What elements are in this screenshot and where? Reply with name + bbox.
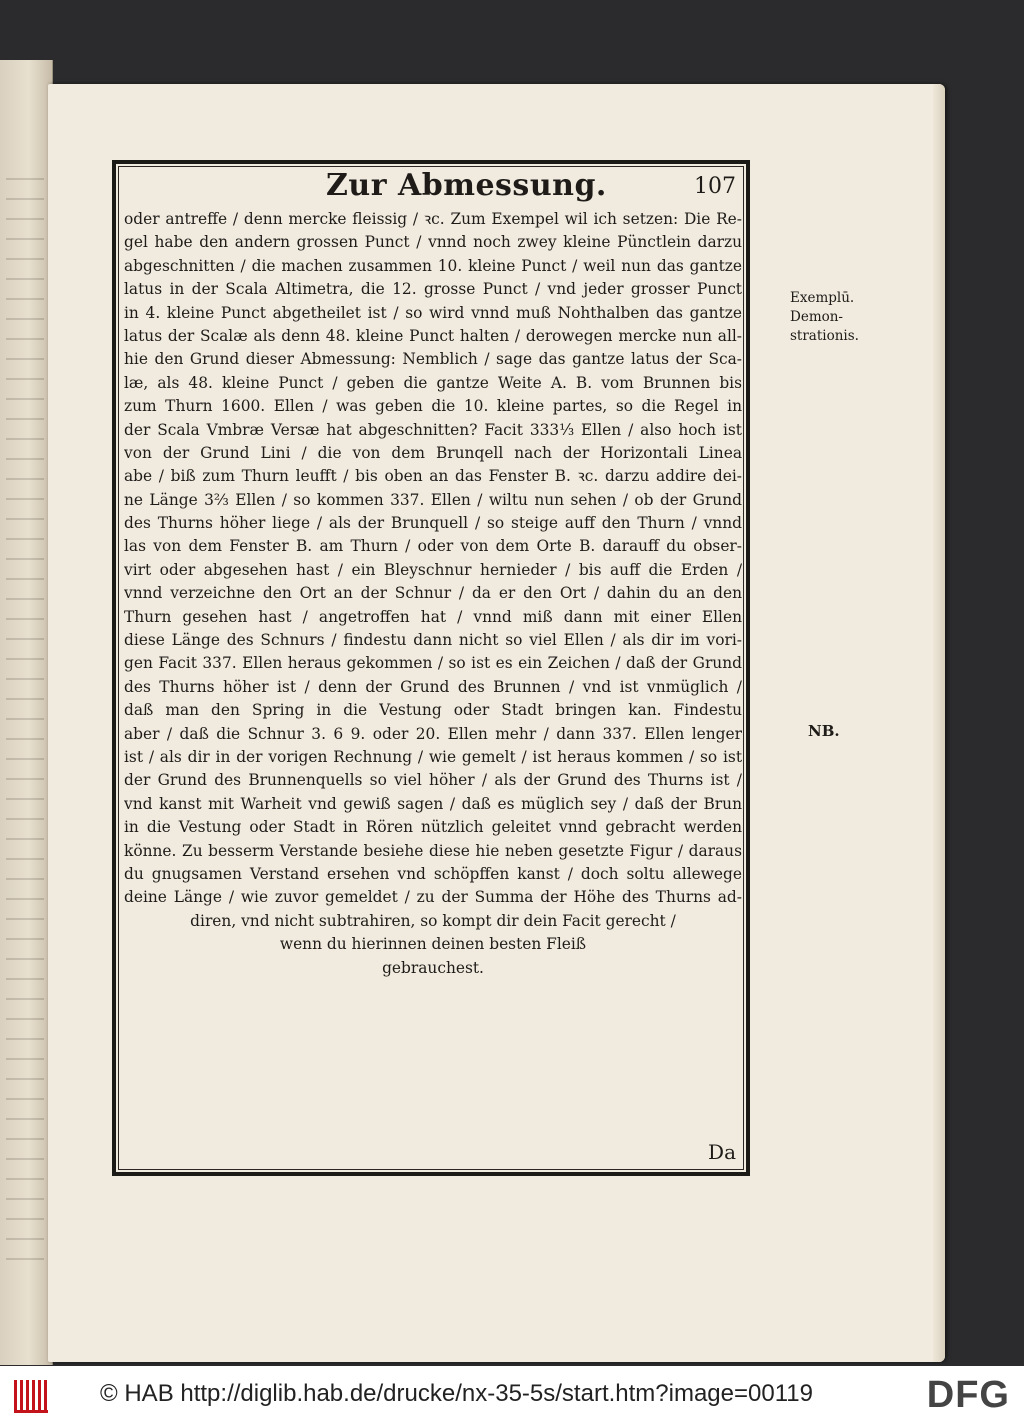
text-line: deine Länge / wie zuvor gemeldet / zu der Summa der Höhe des Thurns ad- bbox=[124, 888, 742, 907]
nota-bene-note: NB. bbox=[808, 722, 840, 740]
text-line: diese Länge des Schnurs / findestu dann nicht so viel Ellen / als dir im vori- bbox=[124, 631, 742, 650]
text-line: in 4. kleine Punct abgetheilet ist / so wird vnnd muß Nohthalben das gantze bbox=[124, 303, 742, 322]
text-line: von der Grund Lini / die von dem Brunqell nach der Horizontali Linea bbox=[124, 443, 742, 462]
body-text bbox=[124, 208, 742, 980]
closing-line: diren, vnd nicht subtrahiren, so kompt dir dein Facit gerecht / bbox=[190, 911, 676, 930]
text-line: der Grund des Brunnenquells so viel höher / als der Grund des Thurns ist / bbox=[124, 771, 742, 790]
text-line: hie den Grund dieser Abmessung: Nemblich / sage das gantze latus der Sca- bbox=[124, 350, 742, 369]
margin-note-line: strationis. bbox=[790, 328, 859, 344]
running-header bbox=[116, 164, 746, 208]
page-number: 107 bbox=[694, 174, 736, 199]
catchword: Da bbox=[708, 1140, 736, 1164]
text-line: abe / biß zum Thurn leufft / bis oben an das Fenster B. ꝛc. darzu addire dei- bbox=[124, 467, 742, 486]
text-line: las von dem Fenster B. am Thurn / oder von dem Orte B. darauff du obser- bbox=[124, 537, 742, 556]
margin-note bbox=[790, 289, 859, 346]
book-spine bbox=[0, 60, 53, 1365]
text-line: abgeschnitten / die machen zusammen 10. kleine Punct / weil nun das gantze bbox=[124, 256, 742, 275]
text-line: zum Thurn 1600. Ellen / was geben die 10. kleine partes, so die Regel in bbox=[124, 397, 742, 416]
running-title: Zur Abmessung. bbox=[326, 168, 607, 203]
closing-line: wenn du hierinnen deinen besten Fleiß bbox=[279, 935, 587, 954]
page-edge bbox=[933, 84, 945, 1362]
library-icon bbox=[14, 1380, 48, 1413]
footer-credit[interactable]: © HAB http://diglib.hab.de/drucke/nx-35-5s/start.htm?image=00119 bbox=[100, 1380, 813, 1407]
text-line: aber / daß die Schnur 3. 6 9. oder 20. Ellen mehr / dann 337. Ellen lenger bbox=[124, 724, 742, 743]
closing-line: gebrauchest. bbox=[382, 958, 484, 977]
text-line: vnd kanst mit Warheit vnd gewiß sagen / daß es müglich sey / daß der Brun bbox=[124, 794, 742, 813]
text-line: gen Facit 337. Ellen heraus gekommen / so ist es ein Zeichen / daß der Grund bbox=[124, 654, 742, 673]
text-line: oder antreffe / denn mercke fleissig / ꝛc. Zum Exempel wil ich setzen: Die Re- bbox=[124, 210, 742, 228]
text-line: gel habe den andern grossen Punct / vnnd noch zwey kleine Pünctlein darzu bbox=[124, 233, 742, 252]
text-line: virt oder abgesehen hast / ein Bleyschnur hernieder / bis auff die Erden / bbox=[124, 560, 742, 579]
margin-note-line: Demon- bbox=[790, 309, 843, 325]
text-line: daß man den Spring in die Vestung oder Stadt bringen kan. Findestu bbox=[124, 701, 742, 720]
book-page bbox=[48, 84, 945, 1362]
text-line: Thurn gesehen hast / angetroffen hat / vnnd miß dann mit einer Ellen bbox=[124, 607, 742, 626]
text-line: des Thurns höher ist / denn der Grund des Brunnen / vnd ist vnmüglich / bbox=[124, 677, 742, 696]
text-line: latus in der Scala Altimetra, die 12. grosse Punct / vnd jeder grosser Punct bbox=[124, 280, 742, 299]
text-line: ist / als dir in der vorigen Rechnung / wie gemelt / ist heraus kommen / so ist bbox=[124, 747, 742, 766]
text-line: vnnd verzeichne den Ort an der Schnur / da er den Ort / dahin du an den bbox=[124, 584, 742, 603]
spine-texture bbox=[6, 160, 44, 1260]
margin-note-line: Exemplū. bbox=[790, 290, 855, 306]
text-line: ne Länge 3⅔ Ellen / so kommen 337. Ellen / wiltu nun sehen / ob der Grund bbox=[124, 490, 742, 509]
dfg-logo: DFG bbox=[926, 1374, 1010, 1416]
text-line: der Scala Vmbræ Versæ hat abgeschnitten? Facit 333⅓ Ellen / also hoch ist bbox=[124, 420, 742, 439]
text-line: latus der Scalæ als denn 48. kleine Punct halten / derowegen mercke nun all- bbox=[124, 326, 742, 345]
text-line: könne. Zu besserm Verstande besiehe diese hie neben gesetzte Figur / daraus bbox=[124, 841, 742, 860]
text-line: des Thurns höher liege / als der Brunquell / so steige auff den Thurn / vnnd bbox=[124, 514, 742, 533]
text-line: in die Vestung oder Stadt in Rören nützlich geleitet vnnd gebracht werden bbox=[124, 818, 742, 837]
text-line: du gnugsamen Verstand ersehen vnd schöpffen kanst / doch soltu allewege bbox=[124, 864, 742, 883]
text-line: læ, als 48. kleine Punct / geben die gantze Weite A. B. vom Brunnen bis bbox=[124, 373, 742, 392]
text-frame bbox=[112, 160, 750, 1176]
footer-bar bbox=[0, 1366, 1024, 1425]
